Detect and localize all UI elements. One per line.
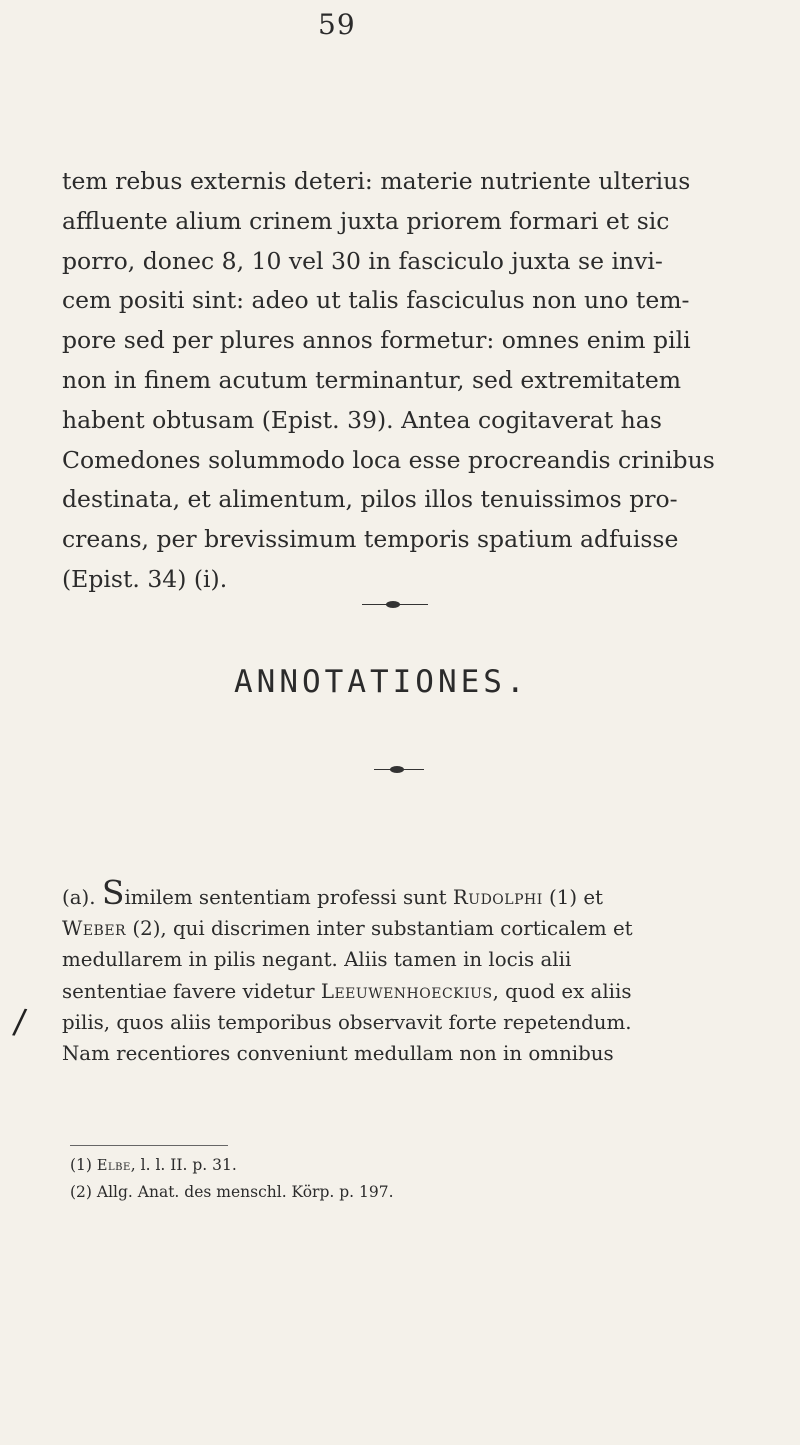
- annotation-line: [62, 976, 732, 1007]
- annotation-line: medullarem in pilis negant. Aliis tamen in locis alii: [62, 948, 572, 972]
- text-line: (Epist. 34) (i).: [62, 564, 228, 593]
- footnote-divider: [70, 1145, 228, 1146]
- text-line: porro, donec 8, 10 vel 30 in fasciculo juxta se invi-: [62, 246, 663, 275]
- section-heading: ANNOTATIONES.: [234, 664, 529, 700]
- ornament-divider: [374, 765, 424, 775]
- footnote: [70, 1179, 670, 1205]
- footnote-number: (1): [70, 1156, 92, 1174]
- footnote: [70, 1152, 670, 1179]
- text-line: tem rebus externis deteri: materie nutriente ulterius: [62, 167, 691, 195]
- text-line: creans, per brevissimum temporis spatium adfuisse: [62, 525, 679, 554]
- page-number: 59: [318, 8, 356, 41]
- footnote-number: (2): [70, 1183, 92, 1201]
- margin-mark: /: [11, 1001, 29, 1043]
- annotation-text: (1) et: [549, 886, 604, 909]
- annotation-text: , quod ex aliis: [492, 979, 632, 1003]
- annotation-text: sententiae favere videtur: [62, 979, 315, 1003]
- footnotes: [70, 1152, 670, 1205]
- annotation-line: [62, 873, 732, 913]
- text-line: Comedones solummodo loca esse procreandis crinibus: [62, 445, 715, 474]
- author-name: Leeuwenhoeckius: [320, 979, 493, 1003]
- footnote-text: Allg. Anat. des menschl. Körp. p. 197.: [96, 1183, 394, 1201]
- annotation-line: pilis, quos aliis temporibus observavit forte repetendum.: [62, 1010, 632, 1034]
- annotation-text: imilem sententiam professi sunt: [124, 886, 447, 909]
- annotation-paragraph: [62, 873, 732, 1069]
- footnote-author: Elbe: [96, 1158, 131, 1174]
- text-line: non in finem acutum terminantur, sed extremitatem: [62, 365, 682, 394]
- text-line: destinata, et alimentum, pilos illos tenuissimos pro-: [62, 485, 678, 514]
- text-line: cem positi sint: adeo ut talis fasciculus non uno tem-: [62, 286, 690, 315]
- annotation-text: (2), qui discrimen inter substantiam corticalem et: [132, 917, 633, 941]
- footnote-text: , l. l. II. p. 31.: [130, 1156, 237, 1174]
- text-line: pore sed per plures annos formetur: omnes enim pili: [62, 326, 691, 355]
- ornament-divider: [362, 600, 428, 610]
- text-line: affluente alium crinem juxta priorem formari et sic: [62, 206, 670, 235]
- author-name: Weber: [62, 917, 127, 941]
- annotation-line: Nam recentiores conveniunt medullam non in omnibus: [62, 1042, 614, 1066]
- annotation-line: [62, 913, 732, 944]
- drop-initial: S: [101, 873, 125, 912]
- text-line: habent obtusam (Epist. 39). Antea cogitaverat has: [62, 405, 662, 434]
- author-name: Rudolphi: [452, 886, 543, 909]
- body-text: [62, 162, 732, 600]
- annotation-label: (a).: [62, 886, 96, 909]
